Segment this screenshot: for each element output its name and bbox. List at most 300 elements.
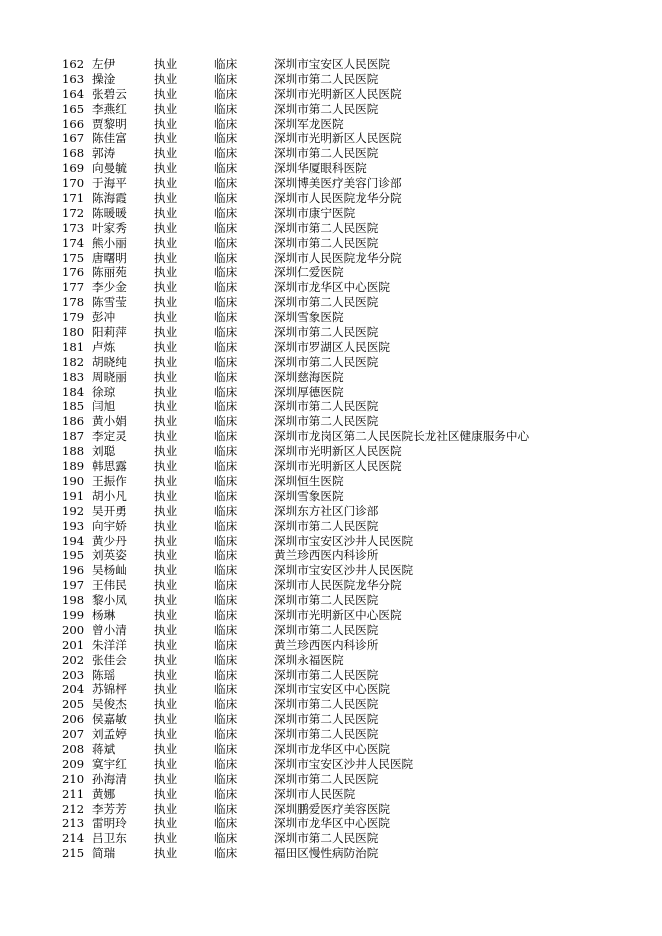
doctor-name: 吕卫东 — [92, 831, 127, 846]
row-number: 186 — [62, 414, 85, 429]
row-number: 164 — [62, 86, 85, 101]
table-row — [0, 623, 662, 638]
practice-institution: 深圳市第二人民医院 — [274, 667, 379, 682]
table-row — [0, 757, 662, 772]
doctor-name: 向宇娇 — [92, 518, 127, 533]
license-type: 执业 — [154, 191, 178, 206]
row-number: 174 — [62, 235, 85, 250]
practice-institution: 深圳厚德医院 — [274, 384, 344, 399]
doctor-name: 黎小凤 — [92, 593, 127, 608]
license-type: 执业 — [154, 533, 178, 548]
practice-institution: 深圳市宝安区中心医院 — [274, 682, 390, 697]
row-number: 197 — [62, 578, 85, 593]
license-type: 执业 — [154, 741, 178, 756]
row-number: 200 — [62, 622, 85, 637]
license-type: 执业 — [154, 86, 178, 101]
license-type: 执业 — [154, 205, 178, 220]
practice-category: 临床 — [214, 295, 238, 310]
license-type: 执业 — [154, 116, 178, 131]
license-type: 执业 — [154, 518, 178, 533]
practice-category: 临床 — [214, 414, 238, 429]
license-type: 执业 — [154, 548, 178, 563]
practice-institution: 深圳市龙华区中心医院 — [274, 280, 390, 295]
row-number: 190 — [62, 473, 85, 488]
doctor-name: 雷明玲 — [92, 816, 127, 831]
doctor-name: 曾小清 — [92, 622, 127, 637]
table-row — [0, 117, 662, 132]
doctor-name: 李定灵 — [92, 429, 127, 444]
practice-category: 临床 — [214, 459, 238, 474]
license-type: 执业 — [154, 831, 178, 846]
table-row — [0, 727, 662, 742]
row-number: 192 — [62, 503, 85, 518]
practice-institution: 深圳市第二人民医院 — [274, 235, 379, 250]
doctor-name: 陈雪莹 — [92, 295, 127, 310]
table-row — [0, 638, 662, 653]
license-type: 执业 — [154, 593, 178, 608]
license-type: 执业 — [154, 220, 178, 235]
practice-category: 临床 — [214, 399, 238, 414]
doctor-name: 周晓丽 — [92, 369, 127, 384]
table-row — [0, 340, 662, 355]
table-row — [0, 236, 662, 251]
doctor-name: 闫旭 — [92, 399, 116, 414]
row-number: 182 — [62, 354, 85, 369]
practice-category: 临床 — [214, 667, 238, 682]
physician-list — [0, 57, 662, 861]
doctor-name: 韩思露 — [92, 459, 127, 474]
row-number: 191 — [62, 488, 85, 503]
license-type: 执业 — [154, 607, 178, 622]
row-number: 178 — [62, 295, 85, 310]
license-type: 执业 — [154, 667, 178, 682]
practice-category: 临床 — [214, 310, 238, 325]
doctor-name: 吴俊杰 — [92, 697, 127, 712]
row-number: 172 — [62, 205, 85, 220]
license-type: 执业 — [154, 399, 178, 414]
practice-institution: 深圳仁爱医院 — [274, 265, 344, 280]
row-number: 204 — [62, 682, 85, 697]
practice-institution: 深圳市宝安区人民医院 — [274, 57, 390, 71]
doctor-name: 彭冲 — [92, 310, 116, 325]
practice-category: 临床 — [214, 756, 238, 771]
practice-category: 临床 — [214, 280, 238, 295]
row-number: 208 — [62, 741, 85, 756]
doctor-name: 陈海霞 — [92, 191, 127, 206]
practice-category: 临床 — [214, 325, 238, 340]
doctor-name: 卢炼 — [92, 339, 116, 354]
doctor-name: 简瑞 — [92, 846, 116, 861]
row-number: 202 — [62, 652, 85, 667]
practice-category: 临床 — [214, 503, 238, 518]
practice-institution: 深圳恒生医院 — [274, 473, 344, 488]
table-row — [0, 295, 662, 310]
doctor-name: 吴杨屾 — [92, 563, 127, 578]
row-number: 171 — [62, 191, 85, 206]
practice-institution: 福田区慢性病防治院 — [274, 846, 379, 861]
practice-institution: 深圳市第二人民医院 — [274, 71, 379, 86]
table-row — [0, 608, 662, 623]
table-row — [0, 399, 662, 414]
practice-category: 临床 — [214, 369, 238, 384]
table-row — [0, 697, 662, 712]
practice-category: 临床 — [214, 607, 238, 622]
practice-institution: 深圳市第二人民医院 — [274, 414, 379, 429]
row-number: 173 — [62, 220, 85, 235]
row-number: 168 — [62, 146, 85, 161]
practice-institution: 深圳市宝安区沙井人民医院 — [274, 533, 414, 548]
practice-institution: 深圳华厦眼科医院 — [274, 161, 367, 176]
doctor-name: 张碧云 — [92, 86, 127, 101]
license-type: 执业 — [154, 503, 178, 518]
practice-institution: 深圳市第二人民医院 — [274, 101, 379, 116]
table-row — [0, 802, 662, 817]
license-type: 执业 — [154, 310, 178, 325]
practice-institution: 深圳市龙岗区第二人民医院长龙社区健康服务中心 — [274, 429, 530, 444]
practice-category: 临床 — [214, 578, 238, 593]
doctor-name: 李少金 — [92, 280, 127, 295]
license-type: 执业 — [154, 771, 178, 786]
row-number: 199 — [62, 607, 85, 622]
table-row — [0, 563, 662, 578]
doctor-name: 贾黎明 — [92, 116, 127, 131]
doctor-name: 侯嘉敏 — [92, 712, 127, 727]
doctor-name: 孙海清 — [92, 771, 127, 786]
table-row — [0, 593, 662, 608]
table-row — [0, 504, 662, 519]
practice-institution: 深圳市第二人民医院 — [274, 771, 379, 786]
practice-category: 临床 — [214, 533, 238, 548]
license-type: 执业 — [154, 131, 178, 146]
license-type: 执业 — [154, 325, 178, 340]
row-number: 167 — [62, 131, 85, 146]
doctor-name: 操淦 — [92, 71, 116, 86]
doctor-name: 刘孟婷 — [92, 727, 127, 742]
license-type: 执业 — [154, 57, 178, 71]
practice-category: 临床 — [214, 697, 238, 712]
doctor-name: 左伊 — [92, 57, 116, 71]
practice-category: 临床 — [214, 727, 238, 742]
row-number: 163 — [62, 71, 85, 86]
row-number: 211 — [62, 786, 85, 801]
doctor-name: 陈丽苑 — [92, 265, 127, 280]
practice-institution: 深圳市宝安区沙井人民医院 — [274, 756, 414, 771]
doctor-name: 李燕红 — [92, 101, 127, 116]
table-row — [0, 385, 662, 400]
practice-institution: 深圳雪象医院 — [274, 310, 344, 325]
row-number: 181 — [62, 339, 85, 354]
doctor-name: 阳莉萍 — [92, 325, 127, 340]
license-type: 执业 — [154, 235, 178, 250]
doctor-name: 寞宇红 — [92, 756, 127, 771]
doctor-name: 苏锦枰 — [92, 682, 127, 697]
practice-category: 临床 — [214, 593, 238, 608]
row-number: 175 — [62, 250, 85, 265]
practice-category: 临床 — [214, 518, 238, 533]
table-row — [0, 831, 662, 846]
table-row — [0, 653, 662, 668]
practice-category: 临床 — [214, 622, 238, 637]
table-row — [0, 429, 662, 444]
practice-category: 临床 — [214, 652, 238, 667]
practice-institution: 深圳市第二人民医院 — [274, 146, 379, 161]
row-number: 201 — [62, 637, 85, 652]
license-type: 执业 — [154, 488, 178, 503]
license-type: 执业 — [154, 578, 178, 593]
license-type: 执业 — [154, 250, 178, 265]
doctor-name: 黄娜 — [92, 786, 116, 801]
practice-institution: 深圳慈海医院 — [274, 369, 344, 384]
license-type: 执业 — [154, 339, 178, 354]
row-number: 210 — [62, 771, 85, 786]
row-number: 189 — [62, 459, 85, 474]
row-number: 188 — [62, 444, 85, 459]
table-row — [0, 251, 662, 266]
license-type: 执业 — [154, 71, 178, 86]
practice-institution: 深圳市光明新区人民医院 — [274, 459, 402, 474]
doctor-name: 熊小丽 — [92, 235, 127, 250]
license-type: 执业 — [154, 369, 178, 384]
license-type: 执业 — [154, 727, 178, 742]
doctor-name: 叶家秀 — [92, 220, 127, 235]
table-row — [0, 534, 662, 549]
doctor-name: 胡小凡 — [92, 488, 127, 503]
license-type: 执业 — [154, 384, 178, 399]
doctor-name: 唐曙明 — [92, 250, 127, 265]
practice-institution: 深圳市第二人民医院 — [274, 593, 379, 608]
practice-category: 临床 — [214, 161, 238, 176]
table-row — [0, 548, 662, 563]
doctor-name: 朱洋洋 — [92, 637, 127, 652]
row-number: 203 — [62, 667, 85, 682]
table-row — [0, 772, 662, 787]
table-row — [0, 161, 662, 176]
practice-institution: 深圳市光明新区人民医院 — [274, 444, 402, 459]
practice-category: 临床 — [214, 831, 238, 846]
table-row — [0, 87, 662, 102]
row-number: 209 — [62, 756, 85, 771]
doctor-name: 徐琼 — [92, 384, 116, 399]
practice-category: 临床 — [214, 205, 238, 220]
table-row — [0, 444, 662, 459]
practice-institution: 深圳市宝安区沙井人民医院 — [274, 563, 414, 578]
practice-category: 临床 — [214, 429, 238, 444]
practice-institution: 黄兰珍西医内科诊所 — [274, 637, 379, 652]
table-row — [0, 265, 662, 280]
license-type: 执业 — [154, 786, 178, 801]
practice-category: 临床 — [214, 101, 238, 116]
practice-institution: 黄兰珍西医内科诊所 — [274, 548, 379, 563]
practice-category: 临床 — [214, 235, 238, 250]
doctor-name: 陈暖暖 — [92, 205, 127, 220]
practice-category: 临床 — [214, 116, 238, 131]
row-number: 193 — [62, 518, 85, 533]
practice-institution: 深圳市第二人民医院 — [274, 295, 379, 310]
practice-institution: 深圳鹏爱医疗美容医院 — [274, 801, 390, 816]
doctor-name: 李芳芳 — [92, 801, 127, 816]
table-row — [0, 474, 662, 489]
row-number: 183 — [62, 369, 85, 384]
license-type: 执业 — [154, 101, 178, 116]
license-type: 执业 — [154, 816, 178, 831]
table-row — [0, 459, 662, 474]
license-type: 执业 — [154, 563, 178, 578]
table-row — [0, 682, 662, 697]
practice-category: 临床 — [214, 354, 238, 369]
practice-category: 临床 — [214, 146, 238, 161]
doctor-name: 蒋斌 — [92, 741, 116, 756]
license-type: 执业 — [154, 146, 178, 161]
table-row — [0, 280, 662, 295]
practice-institution: 深圳市第二人民医院 — [274, 325, 379, 340]
table-row — [0, 489, 662, 504]
practice-institution: 深圳市光明新区人民医院 — [274, 131, 402, 146]
table-row — [0, 72, 662, 87]
row-number: 215 — [62, 846, 85, 861]
table-row — [0, 57, 662, 72]
license-type: 执业 — [154, 459, 178, 474]
practice-institution: 深圳市第二人民医院 — [274, 518, 379, 533]
doctor-name: 陈瑶 — [92, 667, 116, 682]
practice-category: 临床 — [214, 220, 238, 235]
practice-institution: 深圳市人民医院龙华分院 — [274, 191, 402, 206]
license-type: 执业 — [154, 265, 178, 280]
row-number: 212 — [62, 801, 85, 816]
practice-institution: 深圳市人民医院 — [274, 786, 356, 801]
row-number: 196 — [62, 563, 85, 578]
practice-category: 临床 — [214, 191, 238, 206]
table-row — [0, 846, 662, 861]
practice-category: 临床 — [214, 786, 238, 801]
doctor-name: 刘聪 — [92, 444, 116, 459]
table-row — [0, 176, 662, 191]
practice-category: 临床 — [214, 250, 238, 265]
license-type: 执业 — [154, 682, 178, 697]
practice-category: 临床 — [214, 488, 238, 503]
practice-category: 临床 — [214, 71, 238, 86]
practice-institution: 深圳市人民医院龙华分院 — [274, 578, 402, 593]
license-type: 执业 — [154, 637, 178, 652]
practice-category: 临床 — [214, 86, 238, 101]
row-number: 165 — [62, 101, 85, 116]
practice-institution: 深圳市龙华区中心医院 — [274, 741, 390, 756]
table-row — [0, 102, 662, 117]
doctor-name: 王伟民 — [92, 578, 127, 593]
practice-category: 临床 — [214, 444, 238, 459]
row-number: 207 — [62, 727, 85, 742]
practice-category: 临床 — [214, 741, 238, 756]
doctor-name: 杨琳 — [92, 607, 116, 622]
table-row — [0, 310, 662, 325]
license-type: 执业 — [154, 414, 178, 429]
row-number: 187 — [62, 429, 85, 444]
row-number: 176 — [62, 265, 85, 280]
row-number: 162 — [62, 57, 85, 71]
practice-institution: 深圳市人民医院龙华分院 — [274, 250, 402, 265]
practice-institution: 深圳市龙华区中心医院 — [274, 816, 390, 831]
row-number: 177 — [62, 280, 85, 295]
practice-category: 临床 — [214, 384, 238, 399]
row-number: 198 — [62, 593, 85, 608]
row-number: 205 — [62, 697, 85, 712]
practice-category: 临床 — [214, 563, 238, 578]
row-number: 169 — [62, 161, 85, 176]
practice-institution: 深圳市第二人民医院 — [274, 831, 379, 846]
license-type: 执业 — [154, 176, 178, 191]
table-row — [0, 787, 662, 802]
license-type: 执业 — [154, 429, 178, 444]
practice-institution: 深圳军龙医院 — [274, 116, 344, 131]
row-number: 214 — [62, 831, 85, 846]
license-type: 执业 — [154, 846, 178, 861]
table-row — [0, 712, 662, 727]
license-type: 执业 — [154, 652, 178, 667]
doctor-name: 刘英姿 — [92, 548, 127, 563]
license-type: 执业 — [154, 756, 178, 771]
row-number: 179 — [62, 310, 85, 325]
table-row — [0, 414, 662, 429]
doctor-name: 王振作 — [92, 473, 127, 488]
practice-category: 临床 — [214, 339, 238, 354]
practice-category: 临床 — [214, 637, 238, 652]
table-row — [0, 206, 662, 221]
table-row — [0, 578, 662, 593]
table-row — [0, 668, 662, 683]
table-row — [0, 146, 662, 161]
practice-institution: 深圳博美医疗美容门诊部 — [274, 176, 402, 191]
row-number: 213 — [62, 816, 85, 831]
table-row — [0, 221, 662, 236]
doctor-name: 向曼毓 — [92, 161, 127, 176]
row-number: 170 — [62, 176, 85, 191]
row-number: 195 — [62, 548, 85, 563]
table-row — [0, 816, 662, 831]
practice-category: 临床 — [214, 131, 238, 146]
practice-institution: 深圳市第二人民医院 — [274, 712, 379, 727]
practice-institution: 深圳市第二人民医院 — [274, 622, 379, 637]
doctor-name: 张佳会 — [92, 652, 127, 667]
row-number: 184 — [62, 384, 85, 399]
row-number: 206 — [62, 712, 85, 727]
row-number: 166 — [62, 116, 85, 131]
row-number: 180 — [62, 325, 85, 340]
practice-category: 临床 — [214, 265, 238, 280]
practice-institution: 深圳市光明新区人民医院 — [274, 86, 402, 101]
practice-institution: 深圳市第二人民医院 — [274, 220, 379, 235]
practice-category: 临床 — [214, 846, 238, 861]
table-row — [0, 325, 662, 340]
doctor-name: 陈佳富 — [92, 131, 127, 146]
license-type: 执业 — [154, 473, 178, 488]
practice-category: 临床 — [214, 801, 238, 816]
license-type: 执业 — [154, 295, 178, 310]
practice-institution: 深圳市第二人民医院 — [274, 354, 379, 369]
license-type: 执业 — [154, 712, 178, 727]
doctor-name: 黄少丹 — [92, 533, 127, 548]
doctor-name: 郭涛 — [92, 146, 116, 161]
row-number: 194 — [62, 533, 85, 548]
license-type: 执业 — [154, 354, 178, 369]
practice-category: 临床 — [214, 682, 238, 697]
doctor-name: 于海平 — [92, 176, 127, 191]
practice-category: 临床 — [214, 473, 238, 488]
table-row — [0, 370, 662, 385]
doctor-name: 黄小娟 — [92, 414, 127, 429]
practice-category: 临床 — [214, 57, 238, 71]
practice-institution: 深圳市光明新区中心医院 — [274, 607, 402, 622]
license-type: 执业 — [154, 622, 178, 637]
doctor-name: 胡晓纯 — [92, 354, 127, 369]
